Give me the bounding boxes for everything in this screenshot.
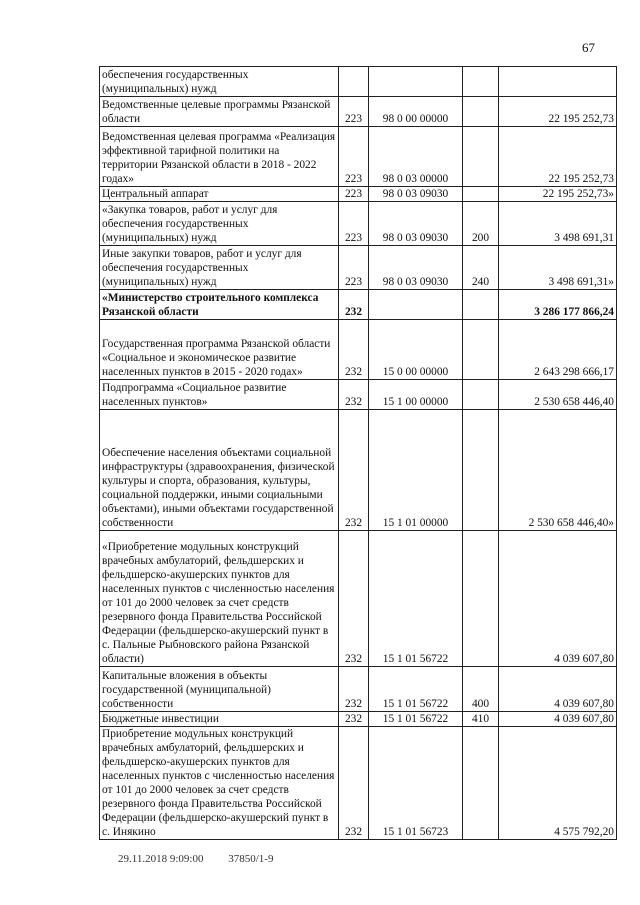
footer-timestamp: 29.11.2018 9:09:00 — [118, 853, 204, 865]
row-sum: 22 195 252,73 — [499, 127, 617, 187]
table-row — [100, 187, 617, 202]
row-name: «Закупка товаров, работ и услуг для обеспечения государственных (муниципальных) нужд — [100, 202, 339, 246]
row-sum: 4 039 607,80 — [499, 531, 617, 667]
row-sum: 4 039 607,80 — [499, 712, 617, 727]
row-ved-code: 232 — [339, 290, 369, 320]
row-name: Иные закупки товаров, работ и услуг для обеспечения государственных (муниципальных) нужд — [100, 246, 339, 290]
table-row — [100, 320, 617, 380]
row-target-article: 98 0 00 00000 — [369, 97, 463, 127]
row-ved-code: 223 — [339, 127, 369, 187]
row-expense-type — [463, 127, 499, 187]
row-expense-type — [463, 97, 499, 127]
row-target-article — [369, 67, 463, 97]
table-row — [100, 531, 617, 667]
row-sum: 2 530 658 446,40» — [499, 410, 617, 531]
row-name: Ведомственная целевая программа «Реализация эффективной тарифной политики на территории Рязанской области в 2018 - 2022 годах» — [100, 127, 339, 187]
row-target-article: 98 0 03 00000 — [369, 127, 463, 187]
row-name: Приобретение модульных конструкций врачебных амбулаторий, фельдшерских и фельдшерско-акушерских пунктов для населенных пунктов с численностью населения от 101 до 2000 человек за счет средств резервного фонда Правительства Российской Федерации (фельдшерско-акушерский пункт в с. Инякино — [100, 727, 339, 840]
table-row — [100, 667, 617, 712]
row-expense-type — [463, 531, 499, 667]
row-expense-type — [463, 380, 499, 410]
row-name: Центральный аппарат — [100, 187, 339, 202]
row-name: Государственная программа Рязанской области «Социальное и экономическое развитие населенных пунктов в 2015 - 2020 годах» — [100, 320, 339, 380]
table-row — [100, 410, 617, 531]
row-ved-code: 223 — [339, 202, 369, 246]
row-expense-type — [463, 67, 499, 97]
table-row — [100, 290, 617, 320]
footer-doc-code: 37850/1-9 — [228, 853, 274, 865]
row-name: Обеспечение населения объектами социальной инфраструктуры (здравоохранения, физической культуры и спорта, образования, культуры, социальной поддержки, иными социальными объектами), иными объектами государственной собственности — [100, 410, 339, 531]
row-sum: 2 643 298 666,17 — [499, 320, 617, 380]
row-expense-type — [463, 290, 499, 320]
row-name: Бюджетные инвестиции — [100, 712, 339, 727]
row-target-article: 98 0 03 09030 — [369, 187, 463, 202]
row-ved-code: 223 — [339, 97, 369, 127]
row-target-article: 15 1 00 00000 — [369, 380, 463, 410]
row-ved-code — [339, 67, 369, 97]
row-expense-type: 400 — [463, 667, 499, 712]
row-expense-type — [463, 727, 499, 840]
budget-table — [99, 66, 617, 840]
table-row — [100, 246, 617, 290]
row-sum: 3 286 177 866,24 — [499, 290, 617, 320]
row-target-article: 15 0 00 00000 — [369, 320, 463, 380]
row-name: «Министерство строительного комплекса Рязанской области — [100, 290, 339, 320]
row-expense-type: 410 — [463, 712, 499, 727]
page-number: 67 — [582, 40, 595, 55]
table-row — [100, 67, 617, 97]
row-ved-code: 232 — [339, 531, 369, 667]
row-sum: 3 498 691,31» — [499, 246, 617, 290]
row-sum: 4 575 792,20 — [499, 727, 617, 840]
row-name: Капитальные вложения в объекты государственной (муниципальной) собственности — [100, 667, 339, 712]
row-sum: 2 530 658 446,40 — [499, 380, 617, 410]
row-ved-code: 232 — [339, 727, 369, 840]
row-sum: 4 039 607,80 — [499, 667, 617, 712]
row-ved-code: 232 — [339, 380, 369, 410]
row-sum — [499, 67, 617, 97]
footer — [118, 853, 295, 865]
table-row — [100, 202, 617, 246]
table-row — [100, 380, 617, 410]
row-name: Ведомственные целевые программы Рязанской области — [100, 97, 339, 127]
row-target-article: 15 1 01 00000 — [369, 410, 463, 531]
table-row — [100, 727, 617, 840]
row-expense-type — [463, 410, 499, 531]
row-sum: 3 498 691,31 — [499, 202, 617, 246]
row-name: обеспечения государственных (муниципальных) нужд — [100, 67, 339, 97]
row-target-article: 15 1 01 56722 — [369, 531, 463, 667]
row-name: «Приобретение модульных конструкций врачебных амбулаторий, фельдшерских и фельдшерско-акушерских пунктов для населенных пунктов с численностью населения от 101 до 2000 человек за счет средств резервного фонда Правительства Российской Федерации (фельдшерско-акушерский пункт в с. Пальные Рыбновского района Рязанской области) — [100, 531, 339, 667]
row-target-article: 98 0 03 09030 — [369, 202, 463, 246]
table-row — [100, 127, 617, 187]
row-name: Подпрограмма «Социальное развитие населенных пунктов» — [100, 380, 339, 410]
row-expense-type — [463, 320, 499, 380]
row-ved-code: 223 — [339, 187, 369, 202]
row-ved-code: 232 — [339, 320, 369, 380]
table-row — [100, 97, 617, 127]
table-row — [100, 712, 617, 727]
row-expense-type — [463, 187, 499, 202]
row-sum: 22 195 252,73 — [499, 97, 617, 127]
row-target-article: 98 0 03 09030 — [369, 246, 463, 290]
row-expense-type: 200 — [463, 202, 499, 246]
row-ved-code: 223 — [339, 246, 369, 290]
row-target-article — [369, 290, 463, 320]
row-ved-code: 232 — [339, 410, 369, 531]
row-target-article: 15 1 01 56722 — [369, 667, 463, 712]
row-ved-code: 232 — [339, 712, 369, 727]
row-sum: 22 195 252,73» — [499, 187, 617, 202]
row-ved-code: 232 — [339, 667, 369, 712]
row-target-article: 15 1 01 56722 — [369, 712, 463, 727]
row-target-article: 15 1 01 56723 — [369, 727, 463, 840]
row-expense-type: 240 — [463, 246, 499, 290]
